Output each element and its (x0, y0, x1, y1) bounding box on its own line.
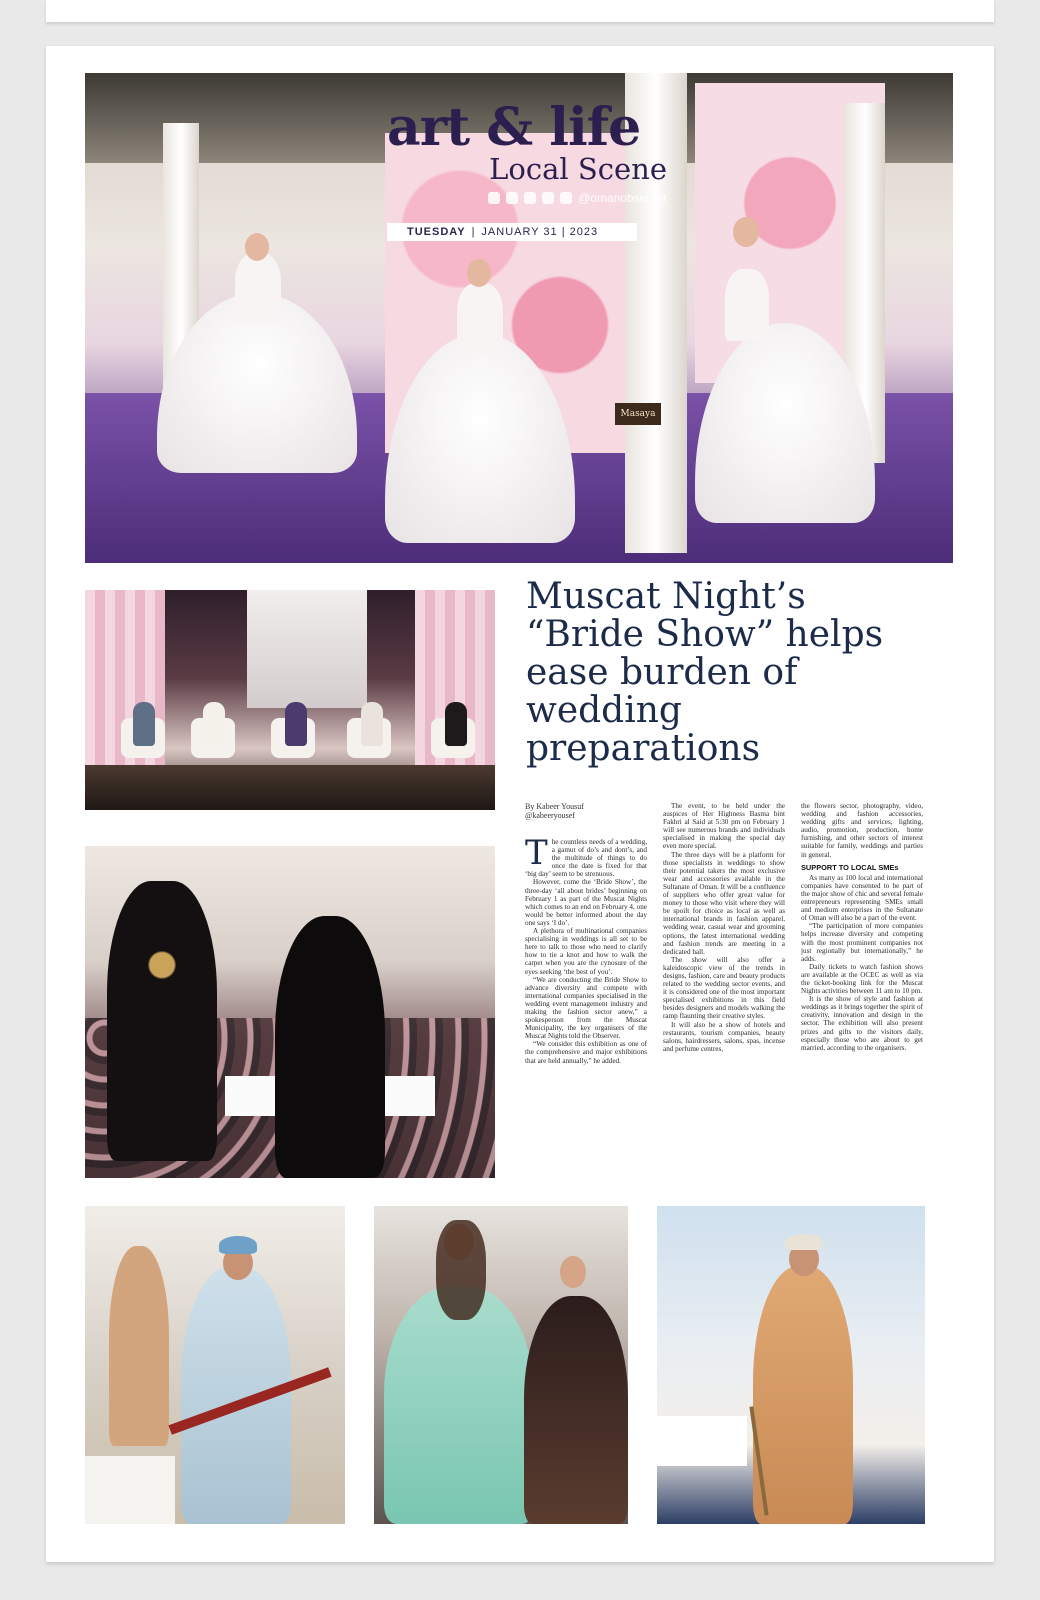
paragraph: A plethora of multinational companies specialising in weddings is all set to be here to talk to those who need to clarify how to tie a knot and how to walk the carpet when you are the cynosure of the eyes seeking ‘the best of you’. (525, 927, 647, 976)
youtube-icon (560, 192, 572, 204)
paragraph: The show will also offer a kaleidoscopic view of the trends in designs, fashion, care and beauty products related to the wedding sector events, and it is considered one of the most important specialised exhibitions in this field besides designers and models walking the ramp flaunting their creative styles. (663, 955, 785, 1021)
omani-dress-model-photo (85, 1206, 345, 1524)
article-column-3 (801, 802, 923, 1160)
byline-handle: @kabeeryousef (525, 811, 576, 820)
paragraph: Daily tickets to watch fashion shows are available at the OCEC as well as via the ticket-booking link for the Muscat Nights activities between 11 am to 10 pm. (801, 962, 923, 996)
instagram-icon (506, 192, 518, 204)
article-column-1 (525, 833, 647, 1160)
paragraph: It will also be a show of hotels and restaurants, tourism companies, beauty salons, hairdressers, salons, spas, incense and perfume centres, (663, 1020, 785, 1053)
twitter-icon (488, 192, 500, 204)
brand-title: art & life (387, 97, 641, 158)
social-bar (387, 191, 667, 205)
booth-sign: Masaya (615, 403, 661, 425)
paragraph: It is the show of style and fashion at weddings as it brings together the spirit of creativity, innovation and design in the sector. The exhibition will also present prizes and gifts to the visitors daily, especially those who are about to get married, according to the organisers. (801, 995, 923, 1052)
paragraph: “We consider this exhibition as one of the comprehensive and major exhibitions that are held annually,” he added. (525, 1040, 647, 1065)
hero-photo-bridal-booth (85, 73, 953, 563)
tiktok-icon (542, 192, 554, 204)
social-handle: @omanobserver (578, 191, 667, 205)
byline-author: By Kabeer Yousuf (525, 802, 584, 811)
paragraph: As many as 100 local and international companies have consented to be part of the major show of chic and several female entrepreneurs representing SMEs small and medium enterprises in the Sultanate of Oman will also be a part of the event. (801, 873, 923, 923)
paragraph: “We are conducting the Bride Show to advance diversity and compete with international companies specialised in the wedding event management industry and making the fashion sector anew,” a spokesperson from the Muscat Municipality, the key organisers of the Muscat Nights told the Observer. (525, 975, 647, 1041)
masthead (387, 97, 667, 205)
paragraph: he countless needs of a wedding, a gamut of do’s and dont’s, and the multitude of things to do once the date is fixed for that ‘big day’ seem to be strenuous. (525, 838, 647, 879)
runway-abaya-photo (85, 846, 495, 1178)
byline (525, 802, 653, 820)
paragraph: The event, to be held under the auspices of Her Highness Basma bint Fakhri al Said at 5:30 pm on February 1 will see numerous brands and individuals specialised in making the special day even more special. (663, 802, 785, 851)
article-headline: Muscat Night’s “Bride Show” helps ease burden of wedding preparations (526, 576, 884, 769)
newspaper-page (46, 46, 994, 1562)
drop-cap: T (525, 833, 548, 873)
previous-page-edge (46, 0, 994, 22)
paragraph: However, come the ‘Bride Show’, the three-day ‘all about brides’ beginning on February 1 as part of the Muscat Nights which comes to an end on February 4, one would be better informed about the day one says ‘I do’. (525, 878, 647, 927)
section-title: Local Scene (489, 152, 667, 186)
traditional-attire-photo (657, 1206, 925, 1524)
issue-date: JANUARY 31 | 2023 (481, 226, 599, 238)
paragraph: the flowers sector, photography, video, wedding and fashion accessories, wedding gifts and services, lighting, audio, promotion, production, home furnishing, and other sectors of interest suitable for family, weddings and parties in general. (801, 802, 923, 859)
date-bar: TUESDAY | JANUARY 31 | 2023 (387, 223, 637, 241)
gown-runway-photo (374, 1206, 628, 1524)
panel-discussion-photo (85, 590, 495, 810)
facebook-icon (524, 192, 536, 204)
paragraph: “The participation of more companies helps increase diversity and competing with the most prominent companies not just regionally but internationally,” he adds. (801, 922, 923, 963)
subheading: SUPPORT TO LOCAL SMEs (801, 862, 899, 872)
issue-day: TUESDAY (407, 226, 466, 238)
article-column-2 (663, 802, 785, 1160)
paragraph: The three days will be a platform for those specialists in weddings to show their potential takers the most exclusive wear and accessories available in the Sultanate of Oman. It will be a confluence of suppliers who offer great value for money to those who visit where they will be spoilt for choice as local as well as international brands in fashion apparel, wedding wear, casual wear and grooming options, the latest international wedding and fashion trends are meeting in a dedicated hall. (663, 850, 785, 956)
